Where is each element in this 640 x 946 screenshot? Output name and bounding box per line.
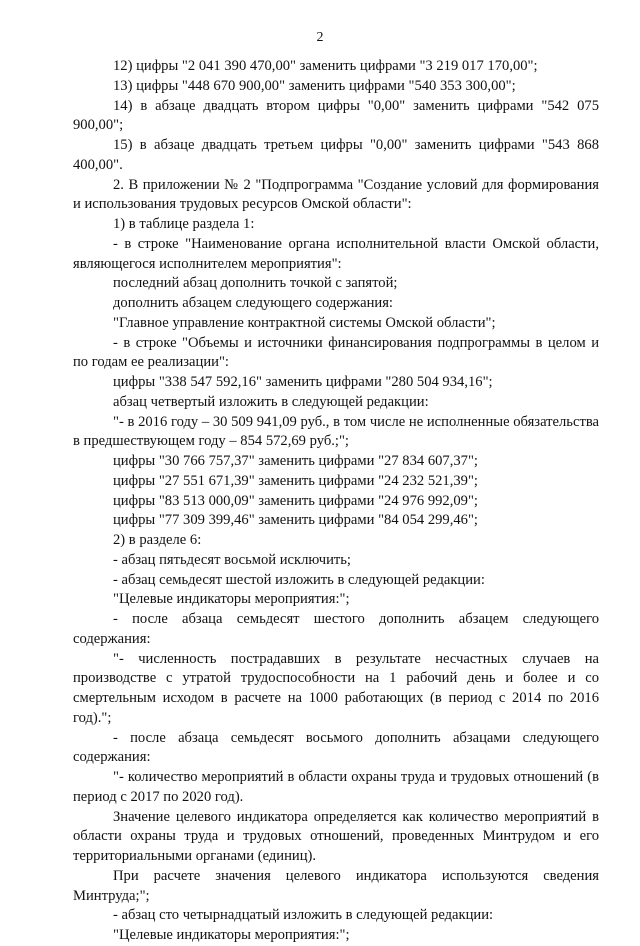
paragraph: - после абзаца семьдесят шестого дополнить абзацем следующего содержания: [73, 611, 599, 647]
paragraph: "Целевые индикаторы мероприятия:"; [113, 927, 350, 943]
paragraph: - абзац сто четырнадцатый изложить в следующей редакции: [113, 907, 494, 924]
paragraph: цифры "27 551 671,39" заменить цифрами "24 232 521,39"; [113, 472, 478, 489]
page-number: 2 [316, 30, 324, 45]
paragraph: цифры "77 309 399,46" заменить цифрами "84 054 299,46"; [113, 512, 478, 529]
paragraph: 2. В приложении № 2 "Подпрограмма "Создание условий для формирования и использования трудовых ресурсов Омской области": [73, 176, 599, 213]
paragraph: последний абзац дополнить точкой с запятой; [113, 275, 398, 292]
paragraph: - в строке "Объемы и источники финансирования подпрограммы в целом и по годам ее реализации": [73, 334, 599, 371]
paragraph: 15) в абзаце двадцать третьем цифры "0,00" заменить цифрами "543 868 400,00". [73, 137, 599, 173]
paragraph: - абзац пятьдесят восьмой исключить; [113, 551, 351, 568]
paragraph: дополнить абзацем следующего содержания: [113, 295, 393, 311]
paragraph: 14) в абзаце двадцать втором цифры "0,00" заменить цифрами "542 075 900,00"; [73, 97, 599, 134]
paragraph: "- численность пострадавших в результате несчастных случаев на производстве с утратой трудоспособности на 1 рабочий день и более и со смертельным исходом в расчете на 1000 работающих (в период с 2014 по 2016 год)."; [73, 650, 599, 726]
paragraph: - абзац семьдесят шестой изложить в следующей редакции: [113, 571, 485, 588]
paragraph: 13) цифры "448 670 900,00" заменить цифрами "540 353 300,00"; [113, 77, 516, 94]
paragraph: "Главное управление контрактной системы Омской области"; [113, 314, 496, 331]
paragraph: "Целевые индикаторы мероприятия:"; [113, 591, 350, 608]
paragraph: 12) цифры "2 041 390 470,00" заменить цифрами "3 219 017 170,00"; [113, 58, 538, 74]
document-body [73, 57, 599, 946]
paragraph: "- в 2016 году – 30 509 941,09 руб., в том числе не исполненные обязательства в предшествующем году – 854 572,69 руб.;"; [73, 413, 599, 450]
paragraph: цифры "338 547 592,16" заменить цифрами "280 504 934,16"; [113, 374, 493, 390]
paragraph: - в строке "Наименование органа исполнительной власти Омской области, являющегося исполнителем мероприятия": [73, 235, 599, 272]
paragraph: - после абзаца семьдесят восьмого дополнить абзацами следующего содержания: [73, 729, 599, 766]
paragraph: 2) в разделе 6: [113, 532, 202, 548]
paragraph: При расчете значения целевого индикатора используются сведения Минтруда;"; [73, 867, 599, 904]
paragraph: "- количество мероприятий в области охраны труда и трудовых отношений (в период с 2017 по 2020 год). [73, 769, 599, 805]
paragraph: 1) в таблице раздела 1: [113, 216, 255, 232]
paragraph: абзац четвертый изложить в следующей редакции: [113, 393, 429, 410]
paragraph: цифры "83 513 000,09" заменить цифрами "24 976 992,09"; [113, 492, 478, 509]
paragraph: Значение целевого индикатора определяется как количество мероприятий в области охраны труда и трудовых отношений, проведенных Минтрудом и его территориальными органами (единиц). [73, 808, 599, 864]
paragraph: цифры "30 766 757,37" заменить цифрами "27 834 607,37"; [113, 453, 478, 469]
